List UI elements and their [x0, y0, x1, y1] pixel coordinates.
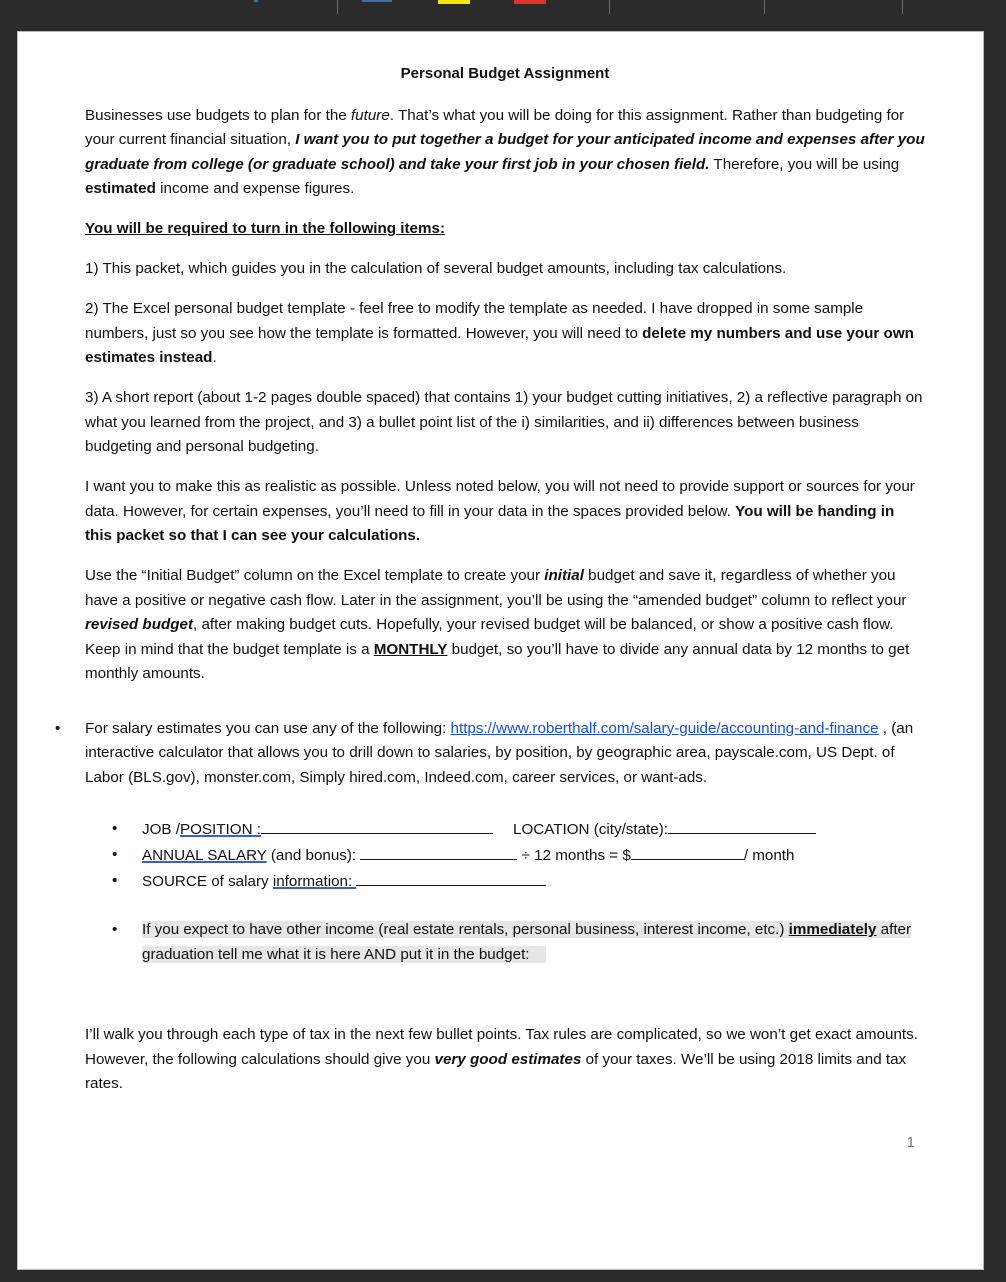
job-position-blank[interactable]: [261, 816, 493, 834]
field-label: information:: [272, 873, 357, 890]
text-run: 2) The Excel personal budget template - feel free to modify the template as needed. I have dropped in some sample numbers, just so you see how the template is formatted. However, you will need to: [85, 300, 864, 342]
text-run: initial: [544, 567, 584, 584]
text-run: Use the “Initial Budget” column on the Excel template to create your: [85, 567, 545, 584]
field-label: SOURCE of salary: [142, 873, 273, 890]
text-run: revised budget: [85, 616, 194, 633]
field-label: (and bonus):: [266, 847, 361, 864]
text-run: after graduation tell me what it is here AND put it in the budget:: [142, 921, 912, 963]
text-run: of your taxes. We’ll be using 2018 limits and tax rates.: [85, 1050, 907, 1092]
toolbar-separator: [337, 0, 338, 14]
toolbar-accent-line: [362, 0, 392, 2]
salary-estimates-bullet: [55, 717, 925, 791]
required-item-3: 3) A short report (about 1-2 pages double spaced) that contains 1) your budget cutting initiatives, 2) a reflective paragraph on what you learned from the project, and 3) a bullet point list of the i) similarities, and ii) differences between business budgeting and personal budgeting.: [85, 389, 923, 455]
other-income-item: [112, 917, 925, 967]
text-run: I’ll walk you through each type of tax in the next few bullet points. Tax rules are complicated, so we won’t get exact amounts. However, the following calculations should give you: [85, 1026, 918, 1068]
text-run: I want you to put together a budget for your anticipated income and expenses after you graduate from college (or graduate school) and take your first job in your chosen field.: [85, 131, 925, 173]
window-top-bar: [0, 0, 1006, 30]
text-run: For salary estimates you can use any of the following:: [85, 719, 451, 737]
page-title: Personal Budget Assignment: [400, 65, 610, 82]
bullet-icon: •: [112, 872, 118, 889]
bullet-icon: •: [55, 719, 61, 737]
monthly-amount-blank[interactable]: [631, 842, 744, 860]
other-income-text[interactable]: [142, 921, 911, 963]
field-label: ANNUAL SALARY: [142, 847, 267, 864]
toolbar-separator: [609, 0, 610, 14]
text-run: Therefore, you will be using: [709, 155, 900, 173]
text-run: . That’s what you will be doing for this assignment. Rather than budgeting for your current financial situation,: [85, 106, 905, 148]
font-color-swatch[interactable]: [514, 0, 546, 4]
text-run: , after making budget cuts. Hopefully, your revised budget will be balanced, or show a positive cash flow. Keep in mind that the budget template is a: [85, 616, 894, 658]
text-run: budget, so you’ll have to divide any annual data by 12 months to get monthly amounts.: [85, 640, 910, 682]
bullet-icon: •: [112, 820, 118, 837]
location-blank[interactable]: [668, 816, 816, 834]
salary-source-blank[interactable]: [356, 868, 546, 886]
text-run: immediately: [788, 921, 877, 938]
text-run: If you expect to have other income (real estate rentals, personal business, interest income, etc.): [142, 921, 789, 938]
toolbar-accent-line: [254, 0, 258, 2]
initial-budget-paragraph: [85, 564, 925, 687]
document-body[interactable]: [55, 62, 925, 1112]
bullet-icon: •: [112, 846, 118, 863]
toolbar-separator: [764, 0, 765, 14]
page-number: 1: [906, 1134, 915, 1151]
text-run: future: [350, 106, 390, 124]
text-run: Businesses use budgets to plan for the: [85, 106, 351, 124]
text-run: You will be handing in this packet so that I can see your calculations.: [85, 502, 895, 544]
text-run: delete my numbers and use your own estimates instead: [85, 324, 914, 366]
tax-intro-paragraph: [85, 1023, 925, 1097]
text-run: very good estimates: [434, 1050, 582, 1068]
field-label: ÷ 12 months = $: [517, 847, 631, 864]
bullet-icon: •: [112, 921, 118, 938]
job-position-field: [112, 816, 925, 842]
required-item-2: [85, 297, 925, 371]
annual-salary-field: [112, 842, 925, 868]
text-run: , (an interactive calculator that allows you to drill down to salaries, by position, by geographic area, payscale.com, US Dept. of Labor (BLS.gov), monster.com, Simply hired.com, Indeed.com, career services, or want-ads.: [85, 719, 914, 786]
text-run: income and expense figures.: [155, 180, 355, 197]
field-label: LOCATION (city/state):: [513, 821, 668, 838]
salary-source-field: [112, 868, 925, 894]
document-page[interactable]: [17, 31, 984, 1270]
highlight-color-swatch[interactable]: [438, 0, 470, 4]
field-label: / month: [743, 847, 795, 864]
field-label: JOB /: [142, 821, 180, 838]
annual-salary-blank[interactable]: [360, 842, 517, 860]
salary-fields-list: [112, 816, 925, 967]
required-items-heading: You will be required to turn in the following items:: [85, 220, 445, 237]
realistic-paragraph: [85, 475, 925, 549]
field-label: POSITION :: [179, 821, 261, 838]
intro-paragraph: [85, 104, 925, 202]
text-run: MONTHLY: [373, 640, 448, 658]
toolbar-separator: [902, 0, 903, 14]
text-run: I want you to make this as realistic as possible. Unless noted below, you will not need to provide support or sources for your data. However, for certain expenses, you’ll need to fill in your data in the spaces provided below.: [85, 478, 915, 520]
required-item-1: 1) This packet, which guides you in the calculation of several budget amounts, including tax calculations.: [85, 260, 787, 277]
text-run: estimated: [85, 180, 156, 197]
roberthalf-salary-link[interactable]: https://www.roberthalf.com/salary-guide/accounting-and-finance: [450, 719, 879, 737]
text-run: .: [212, 349, 217, 366]
text-run: budget and save it, regardless of whether you have a positive or negative cash flow. Later in the assignment, you’ll be using the “amended budget” column to reflect your: [85, 567, 907, 609]
